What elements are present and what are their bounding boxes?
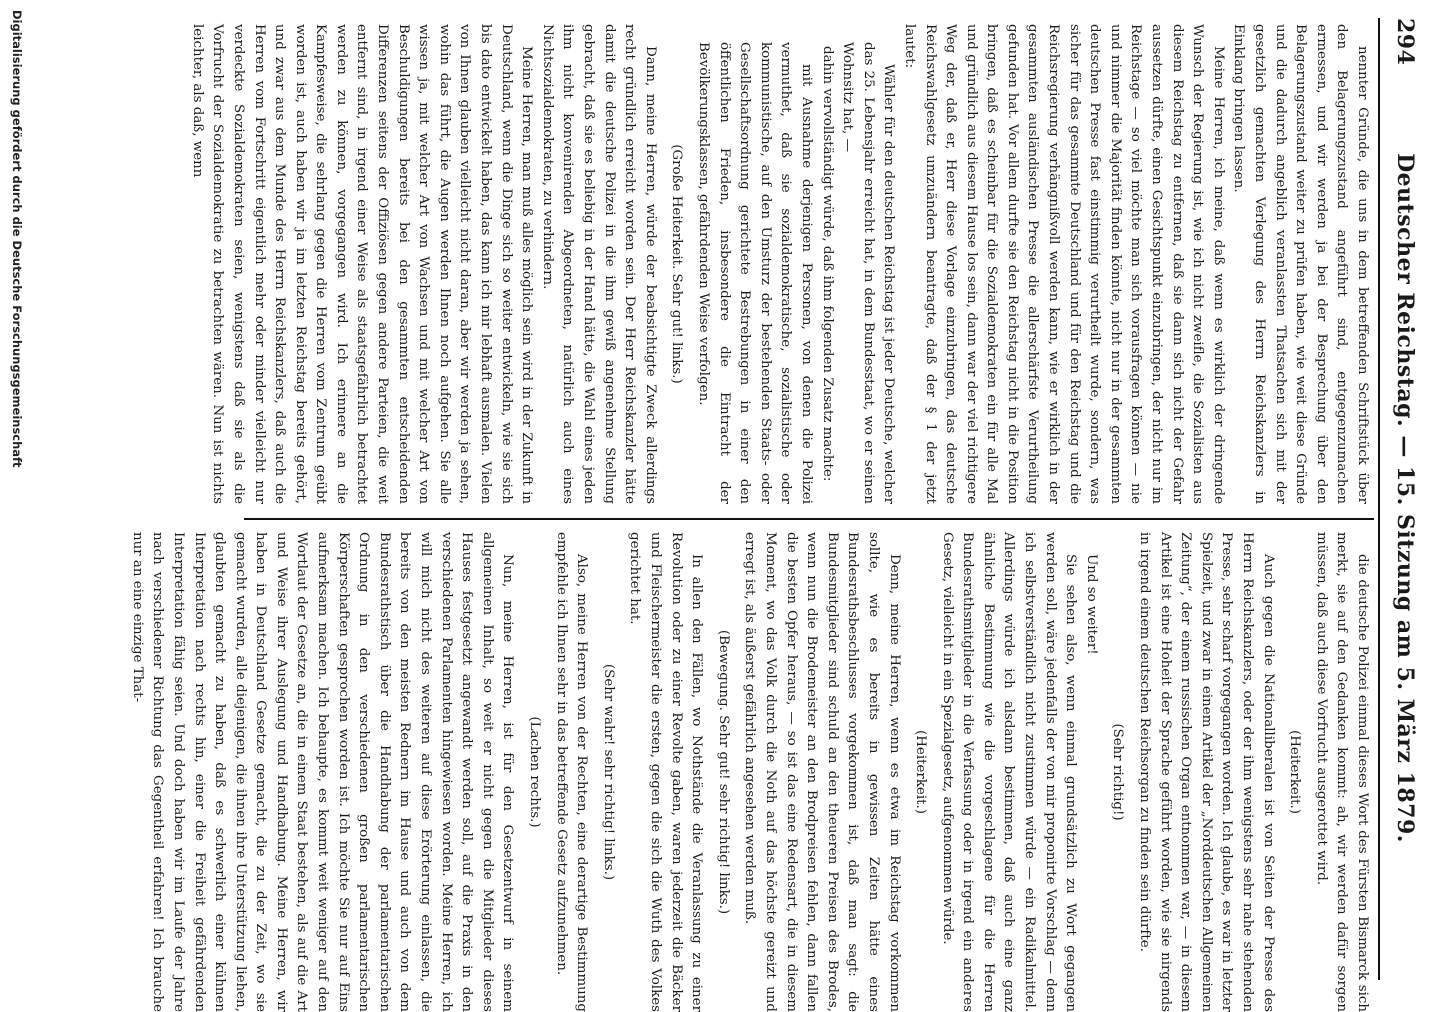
paragraph: In allen den Fällen, wo Nothstände die Veranlassung zu einer Revolution oder zu einer Revolte gaben, waren jederzeit die Bäcker und Fleischermeister die ersten, gegen die sich die Wuth des Volkes gerichtet hat.: [627, 532, 705, 1012]
paragraph: Sie sehen also, wenn einmal grundsätzlich zu Wort gegangen werden soll, wäre jedenfalls der von mir proponirte Vorschlag — denn ich selbstverständlich nicht zustimmen würde — ein Radikalmittel. Allerdings würde ich alsdann bestimmen, daß auch eine ganz ähnliche Bestimmung wie die vorgeschlagene für die Herren Bundesrathsmitglieder in die Verfassung oder in irgend ein anderes Gesetz, vielleicht in ein Spezialgesetz, aufgenommen würde.: [939, 532, 1079, 1012]
quoted-text: Wähler für den deutschen Reichstag ist jeder Deutsche, welcher das 25. Lebensjahr erreicht hat, in dem Bundesstaat, wo er seinen Wohnsitz hat, —: [840, 42, 897, 504]
header-rule: [1378, 18, 1380, 980]
paragraph: Nun, meine Herren, ist für den Gesetzentwurf in seinem allgemeinen Inhalt, so weit er nicht gegen die Mitglieder dieses Hauses festgesetzt angewandt werden soll, auf die Praxis in den verschiedenen Parlamenten hingewiesen worden. Meine Herren, ich will mich nicht des weiteren auf diese Erörterung einlassen, die bereits von den meisten Rednern im Hause und auch von dem Bundesrathstisch über die Handhabung der parlamentarischen Ordnung in den verschiedenen großen parlamentarischen Körperschaften gesprochen worden ist. Ich möchte Sie nur auf Eins aufmerksam machen. Ich behaupte, es kommt weit weniger auf den Wortlaut der Gesetze an, die in einem Staat bestehen, als auf die Art und Weise ihrer Auslegung und Handhabung. Meine Herren, wir haben in Deutschland Gesetze gemacht, die zu der Zeit, wo sie gemacht wurden, alle diejenigen, die ihnen ihre Unterstützung liehen, glaubten gemacht zu haben, daß es schwerlich einer kühnen Interpretation nach rechts hin, einer die Freiheit gefährdenden Interpretation fähig seien. Und doch haben wir im Laufe der Jahre nach verschiedener Richtung das Gegentheil erfahren! Ich brauche nur an eine einzige That-: [129, 532, 516, 1012]
stage-direction: (Sehr richtig!): [1110, 723, 1126, 821]
page-title: Deutscher Reichstag. — 15. Sitzung am 5. März 1879.: [1392, 153, 1418, 843]
quoted-text: mit Ausnahme derjenigen Personen, von denen die Polizei vermuthet, daß sie sozialdemokratische, sozialistische oder kommunistische, auf den Umsturz der bestehenden Staats- oder Gesellschaftsordnung gerichtete Bestrebungen in einer den öffentlichen Frieden, insbesondere die Eintracht der Bevölkerungsklassen, gefährdenden Weise verfolgen.: [696, 42, 814, 504]
column-divider: [244, 518, 1374, 520]
paragraph: Denn, meine Herren, wenn es etwa im Reichstag vorkommen sollte, wie es bereits in gewissen Zeiten hätte eines Bundesrathsbeschlusses vorgekommen ist, daß man sagt: die Bundesmitglieder sind schuld an den theueren Preisen des Brodes, wenn nun die Brodemeister an den Brodpreisen fehlen, dann fallen die besten Opfer heraus, — so ist das eine Redensart, die in diesem Moment, wo das Volk durch die Noth auf das höchste gereizt und erregt ist, als äußerst gefährlich angesehen werden muß.: [742, 532, 902, 1012]
paragraph: Meine Herren, ich meine, daß wenn es wirklich der dringende Wunsch der Regierung ist, wie ich nicht zweifle, die Sozialisten aus diesem Reichstag zu entfernen, daß sie dann sich nicht der Gefahr aussetzen dürfte, einen Gesichtspunkt einzubringen, der nicht nur im Reichstage — so viel möchte man sich vorausfragen können — nie und nimmer die Majorität finden könnte, nicht nur in der gesammten deutschen Presse fast einstimmig verurtheilt wurde, sondern, was sicher für das gesammte Deutschland und für den Reichstag und die Reichsregierung verhängnißvoll werden kann, wie er wirklich in der gesammten ausländischen Presse die allerschärfste Verurtheilung gefunden hat. Vor allem durfte sie den Reichstag nicht in die Position bringen, daß es scheinbar für die Sozialdemokraten ein für alle Mal und gründlich aus diesem Hause los sein, dann war der viel richtigere Weg der, daß er, Herr diese Vorlage einzubringen, das deutsche Reichswahlgesetz umzuändern beantragte, daß der § 1 der jetzt lautet:: [901, 24, 1226, 504]
paragraph: nennter Gründe, die uns in dem betreffenden Schriftstück über den Belagerungszustand angeführt sind, entgegenzumachen ermessen, und wir werden ja bei der Besprechung über den Belagerungszustand weiter zu prüfen haben, wie weit diese Gründe und die dadurch angeblich veranlassten Thatsachen sich mit der gesetzlich gemachten Verlegung des Herrn Reichskanzlers in Einklang bringen lassen.: [1231, 24, 1370, 504]
page-number: 294: [1392, 18, 1418, 66]
stage-direction: (Große Heiterkeit. Sehr gut! links.): [669, 144, 685, 384]
right-column: [126, 532, 1372, 1012]
stage-direction: (Lachen rechts.): [527, 716, 543, 828]
stage-direction: (Heiterkeit.): [913, 730, 929, 814]
paragraph: Auch gegen die Nationalliberalen ist von Seiten der Presse des Herrn Reichskanzlers, oder der ihm wenigstens sehr nahe stehenden Presse, sehr scharf vorgegangen worden. Ich glaube, es war in letzter Spielzeit, und zwar in einem Artikel der „Norddeutschen Allgemeinen Zeitung“, der einem russischen Organ entnommen war, — in diesem Artikel ist eine Hoheit der Sprache geführt worden, wie sie nirgends in irgend einem deutschen Reichsorgan zu finden sein dürfte.: [1137, 532, 1276, 1012]
stage-direction: (Heiterkeit.): [1287, 730, 1303, 814]
stage-direction: (Bewegung. Sehr gut! sehr richtig! links.): [715, 629, 731, 915]
paragraph: Und so weiter!: [1083, 554, 1099, 655]
stage-direction: (Sehr wahr! sehr richtig! links.): [600, 663, 616, 881]
paragraph: dahin vervollständigt würde, daß ihm folgenden Zusatz machte:: [819, 46, 835, 482]
paragraph: Meine Herren, man muß alles möglich sein wird in der Zukunft in Deutschland, wenn die Dinge sich so weiter entwickeln, wie sie sich bis dato entwickelt haben, das kann ich mir lebhaft ausmalen. Vielen von Ihnen glauben vielleicht nicht daran, aber wir werden ja sehen, wohin das führt, die Augen werden Ihnen noch aufgehen. Sie alle wissen ja, mit welcher Art von Wachsen und mit welcher Art von Beschuldigungen bereits bei den gesammten entscheidenden Differenzen seitens der Offiziösen gegen andere Parteien, die weit entfernt sind, in irgend einer Weise als staatsgefährlich betrachtet werden zu können, vorgegangen wird. Ich erinnere an die Kampfesweise, die sehrlang gegen die Herren vom Zentrum geübt worden ist, auch haben wir ja im letzten Reichstag bereits gehört, und zwar aus dem Munde des Herrn Reichskanzlers, daß auch die Herren vom Fortschritt eigentlich mehr oder minder vielleicht nur verdeckte Sozialdemokraten seien, wenigstens daß sie als die Vorfrucht der Sozialdemokratie zu betrachten wären. Nun ist nichts leichter, als daß, wenn: [189, 24, 535, 504]
digitization-credit: Digitalisierung gefördert durch die Deutsche Forschungsgemeinschaft: [10, 10, 24, 468]
page-header: [1388, 18, 1418, 978]
paragraph: Also, meine Herren von der Rechten, eine derartige Bestimmung empfehle ich Ihnen sehr in das betreffende Gesetz aufzunehmen.: [553, 532, 590, 1012]
paragraph: Dann, meine Herren, würde der beabsichtigte Zweck allerdings recht gründlich erreicht worden sein. Der Herr Reichskanzler hätte damit die deutsche Polizei in die ihm gewiß angenehme Stellung gebracht, daß sie es beliebig in der Hand hätte, die Wahl eines jeden ihm nicht konvenirenden Abgeordneten, natürlich auch eines Nichtsozialdemokraten, zu verhindern.: [539, 24, 658, 504]
left-column: [186, 24, 1372, 504]
paragraph: die deutsche Polizei einmal dieses Wort des Fürsten Bismarck sich merkt, sie auf den Gedanken kommt: ah, wir werden dafür sorgen müssen, daß auch diese Vorfrucht ausgerottet wird.: [1313, 532, 1370, 1012]
